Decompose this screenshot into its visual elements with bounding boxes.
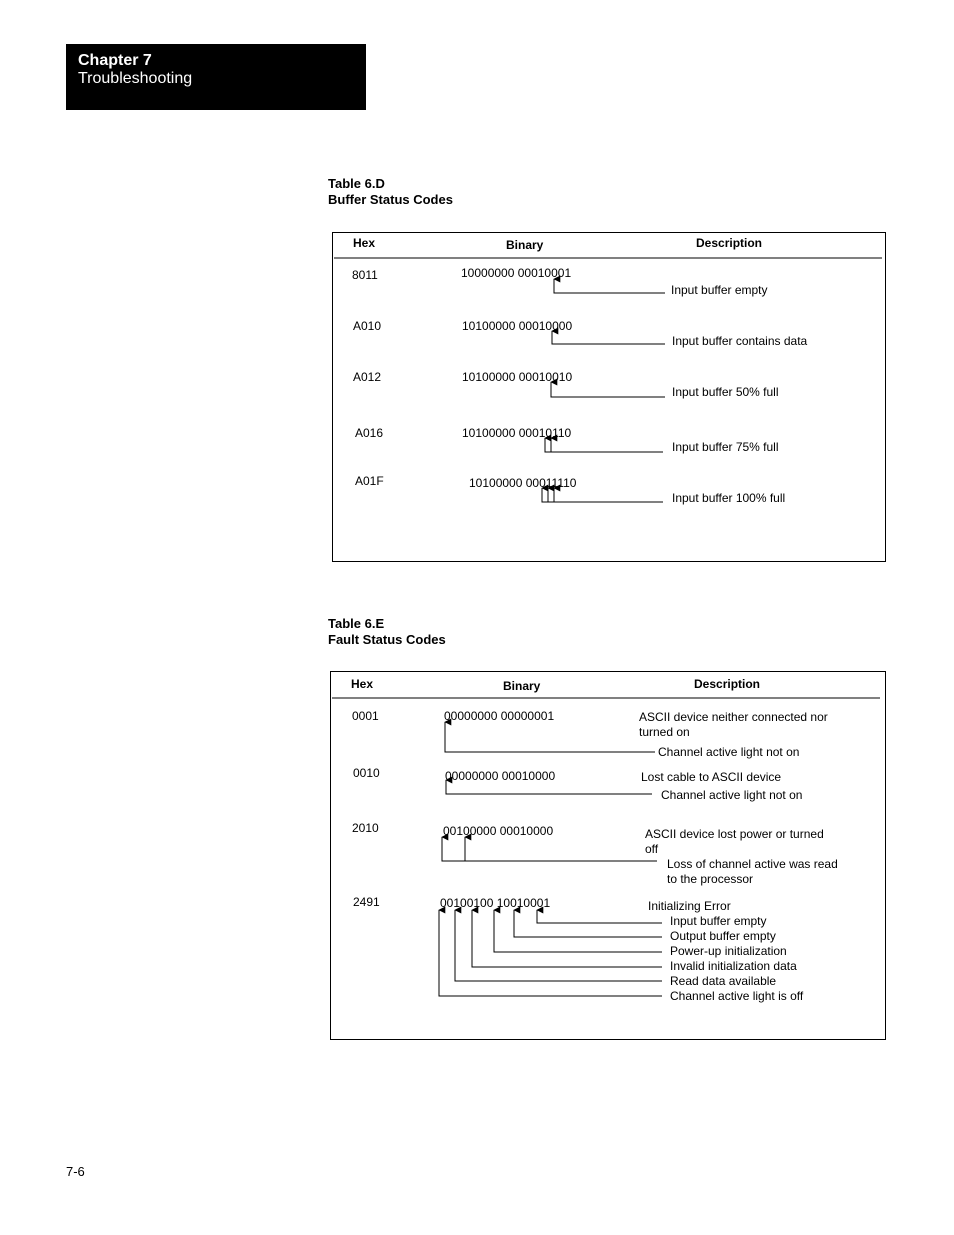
table-row-desc: Input buffer 50% full [672,385,779,399]
table-row-hex: 0001 [352,709,379,723]
table-row-hex: A016 [355,426,384,440]
table-d-title: Buffer Status Codes [328,192,453,207]
col-description: Description [696,236,763,250]
table-row-desc: ASCII device lost power or turned [645,827,824,841]
table-row-hex: A01F [355,474,384,488]
table-row-binary: 10100000 00010110 [462,426,572,440]
table-row-desc: Power-up initialization [670,944,787,958]
col-hex: Hex [351,677,374,691]
table-row-hex: 0010 [353,766,380,780]
table-row-desc: Lost cable to ASCII device [641,770,782,784]
table-d-label: Table 6.D [328,176,385,191]
table-row-hex: A010 [353,319,382,333]
table-e-label: Table 6.E [328,616,385,631]
table-row-desc: Input buffer empty [671,283,768,297]
table-row-desc: Loss of channel active was read [667,857,838,871]
table-row-hex: 2010 [352,821,379,835]
table-row-binary: 00100000 00010000 [443,824,554,838]
table-row-desc: Invalid initialization data [670,959,797,973]
table-row-binary: 00000000 00010000 [445,769,556,783]
table-row-desc: Input buffer empty [670,914,767,928]
col-hex: Hex [353,236,376,250]
table-row-binary: 10100000 00010010 [462,370,573,384]
col-description: Description [694,677,761,691]
table-row-binary: 00100100 10010001 [440,896,551,910]
table-row-desc: Initializing Error [648,899,731,913]
table-row-binary: 00000000 00000001 [444,709,555,723]
table-row-desc: Channel active light not on [658,745,800,759]
table-row-desc: ASCII device neither connected nor [639,710,828,724]
table-row-desc: Channel active light is off [670,989,804,1003]
table-row-desc: to the processor [667,872,754,886]
table-row-desc: off [645,842,659,856]
table-row-desc: Channel active light not on [661,788,803,802]
table-row-desc: Input buffer 75% full [672,440,779,454]
table-row-hex: 2491 [353,895,380,909]
table-e-title: Fault Status Codes [328,632,446,647]
table-row-desc: Input buffer 100% full [672,491,786,505]
table-row-desc: turned on [639,725,690,739]
col-binary: Binary [506,238,544,252]
table-row-binary: 10100000 00011110 [469,476,577,490]
chapter-title: Chapter 7 [78,52,152,69]
table-row-binary: 10100000 00010000 [462,319,573,333]
table-row-hex: 8011 [352,268,378,282]
col-binary: Binary [503,679,541,693]
table-row-desc: Read data available [670,974,777,988]
chapter-section: Troubleshooting [78,70,193,87]
table-row-desc: Input buffer contains data [672,334,808,348]
table-row-desc: Output buffer empty [670,929,776,943]
page-number: 7-6 [66,1164,85,1179]
table-row-hex: A012 [353,370,382,384]
table-row-binary: 10000000 00010001 [461,266,572,280]
